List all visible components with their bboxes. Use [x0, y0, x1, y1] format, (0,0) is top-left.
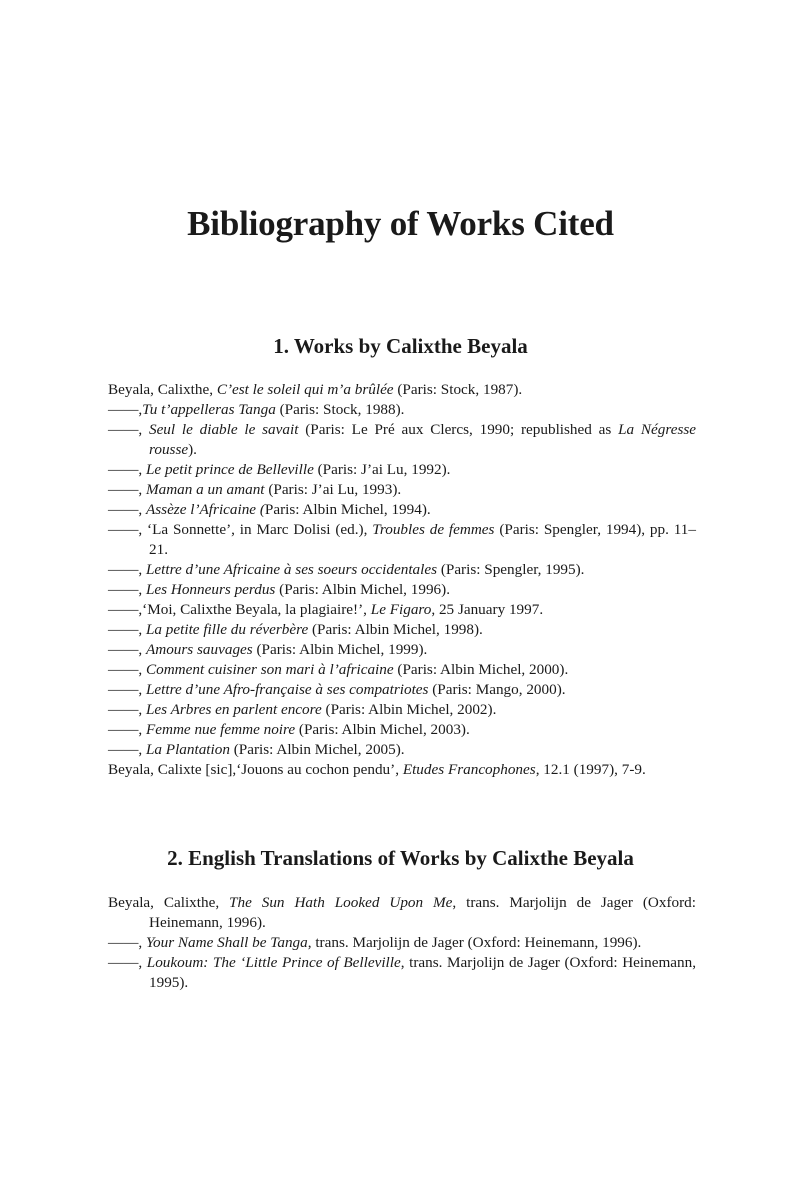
entry-text: , trans. Marjolijn de Jager (Oxford: Heinemann, 1995). [149, 954, 696, 991]
bibliography-entry [108, 420, 696, 460]
entry-text: ——, [108, 421, 149, 438]
entry-text: ——, [108, 661, 146, 678]
entry-title: The Sun Hath Looked Upon Me [229, 894, 453, 911]
bibliography-entry [108, 620, 696, 640]
entry-text: ). [188, 441, 197, 458]
entry-text: Beyala, Calixthe, [108, 381, 217, 398]
entry-text: ——, [108, 681, 146, 698]
bibliography-entry [108, 953, 696, 993]
entry-text: ——, [108, 641, 146, 658]
entry-title: La petite fille du réverbère [145, 621, 309, 638]
entry-text: (Paris: Mango, 2000). [428, 681, 566, 698]
entry-text: (Paris: Albin Michel, 1998). [308, 621, 483, 638]
entry-text: ——, [108, 481, 146, 498]
entry-title: Les Honneurs perdus [145, 581, 276, 598]
bibliography-entry [108, 760, 696, 780]
entry-title: Femme nue femme noire [145, 721, 296, 738]
entry-text: (Paris: J’ai Lu, 1992). [313, 461, 451, 478]
entry-text: ——, [108, 581, 146, 598]
entry-title: C’est le soleil qui m’a brûlée [216, 381, 394, 398]
entry-text: ——, [108, 501, 146, 518]
entry-text: ——, [108, 701, 146, 718]
entry-text: (Paris: Spengler, 1994), pp. 11–21. [149, 521, 696, 558]
bibliography-entry [108, 700, 696, 720]
entry-title: Le Figaro [370, 601, 432, 618]
entry-text: (Paris: Le Pré aux Clercs, 1990; republished as [298, 421, 619, 438]
entry-text: ——, [108, 401, 143, 418]
bibliography-entry [108, 720, 696, 740]
entry-text: , 25 January 1997. [431, 601, 544, 618]
entry-text: (Paris: Albin Michel, 2005). [229, 741, 405, 758]
entry-title: Seul le diable le savait [148, 421, 299, 438]
translations-list [108, 893, 696, 993]
entry-title: Your Name Shall be Tanga [145, 934, 308, 951]
page-title: Bibliography of Works Cited [187, 204, 614, 243]
entry-title: Amours sauvages [145, 641, 253, 658]
entry-text: Paris: Albin Michel, 1994). [264, 501, 431, 518]
bibliography-entry [108, 660, 696, 680]
entry-text: ——, [108, 721, 146, 738]
entry-title: Tu t’appelleras Tanga [142, 401, 276, 418]
works-list [108, 380, 696, 780]
entry-text: Beyala, Calixthe, [108, 894, 230, 911]
entry-title: Comment cuisiner son mari à l’africaine [145, 661, 394, 678]
entry-text: ——, [108, 461, 146, 478]
entry-title: La Négresse rousse [149, 421, 697, 458]
entry-text: , trans. Marjolijn de Jager (Oxford: Heinemann, 1996). [149, 894, 696, 931]
entry-title: Le petit prince de Belleville [145, 461, 314, 478]
entry-title: Lettre d’une Afro-française à ses compatriotes [145, 681, 429, 698]
entry-text: ——, [108, 934, 146, 951]
bibliography-entry [108, 893, 696, 933]
bibliography-entry [108, 560, 696, 580]
entry-text: (Paris: Albin Michel, 2003). [295, 721, 470, 738]
entry-text: , 12.1 (1997), 7-9. [535, 761, 646, 778]
entry-title: Troubles de femmes [372, 521, 495, 538]
entry-text: (Paris: Stock, 1987). [393, 381, 523, 398]
entry-text: Beyala, Calixte [sic],‘Jouons au cochon pendu’, [108, 761, 403, 778]
bibliography-entry [108, 680, 696, 700]
entry-title: La Plantation [145, 741, 230, 758]
entry-title: Loukoum: The ‘Little Prince of Belleville [146, 954, 401, 971]
section-heading-translations: 2. English Translations of Works by Calixthe Beyala [167, 846, 634, 870]
bibliography-entry [108, 933, 696, 953]
entry-text: (Paris: Albin Michel, 2002). [321, 701, 497, 718]
bibliography-entry [108, 580, 696, 600]
entry-title: Les Arbres en parlent encore [145, 701, 322, 718]
entry-title: Assèze l’Africaine ( [145, 501, 265, 518]
bibliography-entry [108, 520, 696, 560]
entry-text: ——, [108, 954, 147, 971]
entry-text: , trans. Marjolijn de Jager (Oxford: Heinemann, 1996). [307, 934, 642, 951]
bibliography-entry [108, 400, 696, 420]
entry-text: (Paris: Spengler, 1995). [437, 561, 585, 578]
bibliography-entry [108, 740, 696, 760]
bibliography-entry [108, 640, 696, 660]
bibliography-entry [108, 380, 696, 400]
entry-text: ——, ‘La Sonnette’, in Marc Dolisi (ed.), [108, 521, 373, 538]
entry-text: (Paris: Albin Michel, 2000). [393, 661, 569, 678]
bibliography-entry [108, 500, 696, 520]
entry-title: Lettre d’une Africaine à ses soeurs occidentales [145, 561, 438, 578]
entry-text: ——, [108, 621, 146, 638]
bibliography-entry [108, 480, 696, 500]
section-heading-works: 1. Works by Calixthe Beyala [273, 334, 528, 358]
entry-text: ——, [108, 741, 146, 758]
entry-text: (Paris: Stock, 1988). [275, 401, 405, 418]
entry-text: ——, [108, 561, 146, 578]
bibliography-entry [108, 460, 696, 480]
entry-text: (Paris: J’ai Lu, 1993). [264, 481, 402, 498]
entry-text: (Paris: Albin Michel, 1996). [275, 581, 451, 598]
entry-text: (Paris: Albin Michel, 1999). [252, 641, 428, 658]
entry-text: ——,‘Moi, Calixthe Beyala, la plagiaire!’, [108, 601, 371, 618]
entry-title: Maman a un amant [145, 481, 265, 498]
entry-title: Etudes Francophones [402, 761, 536, 778]
bibliography-entry [108, 600, 696, 620]
